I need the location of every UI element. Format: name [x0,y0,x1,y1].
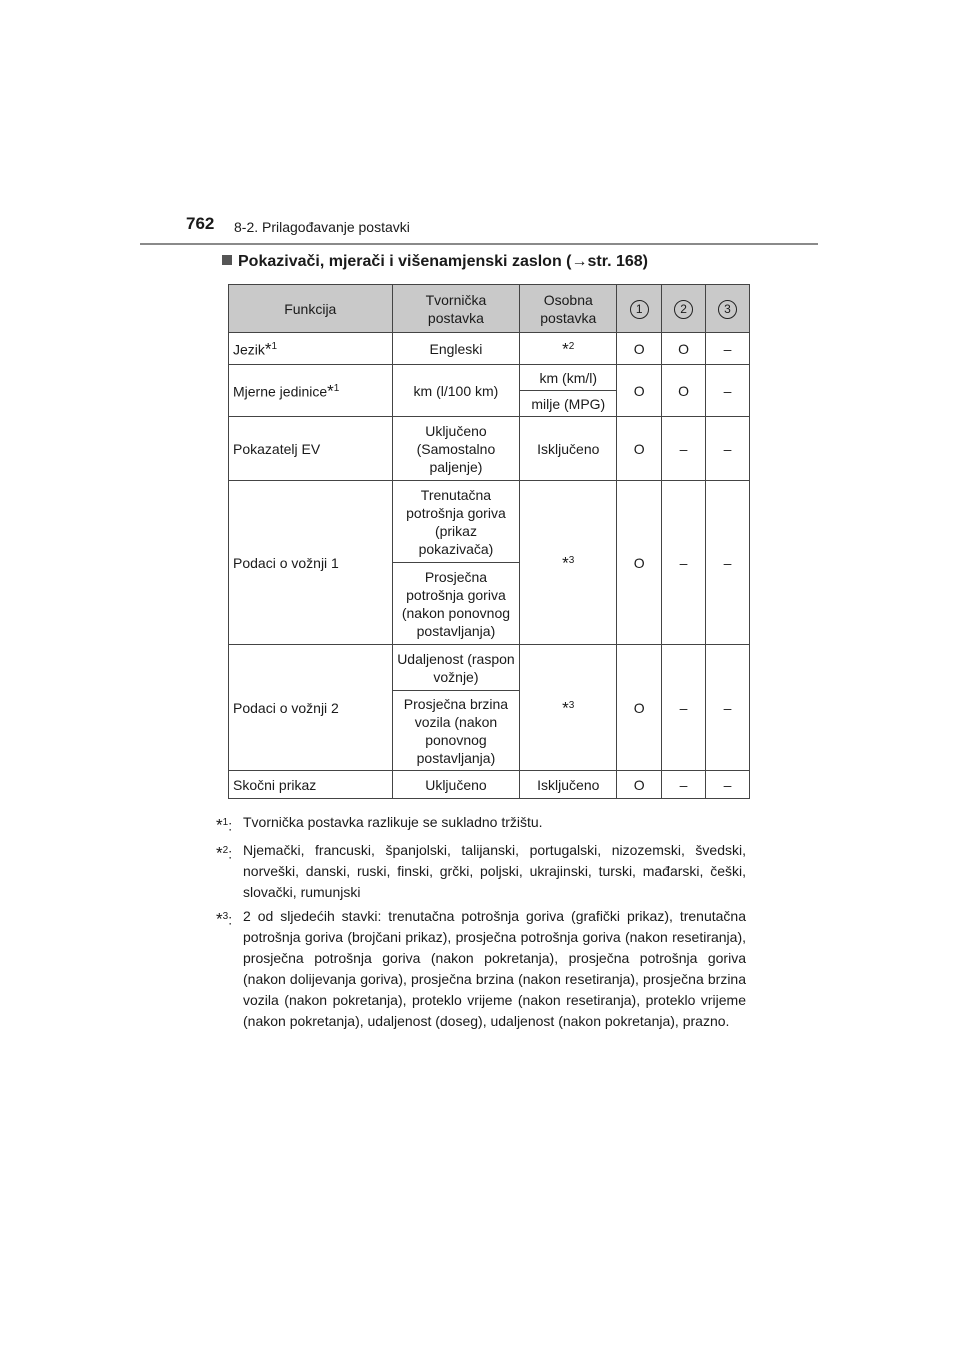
row-col-3: – [706,645,750,771]
row-col-1: O [617,481,662,645]
table-row [229,417,750,481]
row-function: Mjerne jedinice*$^1$ [229,365,393,417]
chapter-title: 8-2. Prilagođavanje postavki [234,219,410,235]
table-row [229,333,750,365]
row-col-3: – [706,481,750,645]
row-function: Skočni prikaz [229,771,393,799]
row-personal: Isključeno [520,417,617,481]
header-col-3 [706,285,750,333]
row-col-1: O [617,645,662,771]
row-col-3: – [706,417,750,481]
row-default: Engleski [392,333,520,365]
circled-3-icon: 3 [718,300,737,319]
settings-table [228,284,750,799]
row-default: Prosječna brzina vozila (nakon ponovnog postavljanja) [392,691,520,771]
row-col-1: O [617,365,662,417]
header-col-2 [662,285,706,333]
row-personal: *$^3$ [520,481,617,645]
row-function: Pokazatelj EV [229,417,393,481]
footnote-3: *$^3$: 2 od sljedećih stavki: trenutačna potrošnja goriva (grafički prikaz), trenutačna potrošnja goriva (brojčani prikaz), prosječna potrošnja goriva (nakon resetiranja), prosječna potrošnja goriva (nakon pokretanja), prosječna potrošnja goriva (nakon dolijevanja goriva), prosječna brzina (nakon resetiranja), prosječna brzina vozila (nakon pokretanja), proteklo vrijeme (nakon resetiranja), proteklo vrijeme (nakon pokretanja), udaljenost (doseg), udaljenost (nakon pokretanja), prazno. [216,907,746,1029]
row-personal: *$^2$ [520,333,617,365]
row-col-1: O [617,333,662,365]
row-col-3: – [706,771,750,799]
row-function: Jezik*$^1$ [229,333,393,365]
row-function: Podaci o vožnji 2 [229,645,393,771]
row-personal: *$^3$ [520,645,617,771]
row-default: Prosječna potrošnja goriva (nakon ponovnog postavljanja) [392,563,520,645]
header-divider [140,243,818,245]
circled-1-icon: 1 [630,300,649,319]
row-personal: Isključeno [520,771,617,799]
header-default: Tvornička postavka [392,285,520,333]
row-default: Uključeno (Samostalno paljenje) [392,417,520,481]
header-col-1 [617,285,662,333]
row-col-2: O [662,365,706,417]
table-header-row [229,285,750,333]
row-col-3: – [706,365,750,417]
row-personal: km (km/l) [520,365,617,391]
row-default: km (l/100 km) [392,365,520,417]
row-col-1: O [617,771,662,799]
table-row [229,481,750,563]
row-default: Trenutačna potrošnja goriva (prikaz pokazivača) [392,481,520,563]
row-col-2: – [662,481,706,645]
table-row [229,771,750,799]
row-personal: milje (MPG) [520,391,617,417]
table-row [229,645,750,691]
header-function: Funkcija [229,285,393,333]
table-row [229,365,750,391]
footnote-2: *$^2$: Njemački, francuski, španjolski, talijanski, portugalski, nizozemski, švedski, norveški, danski, ruski, finski, grčki, poljski, ukrajinski, turski, mađarski, češki, slovački, rumunjski [216,841,746,900]
row-col-1: O [617,417,662,481]
page-number: 762 [186,214,215,233]
row-col-2: – [662,417,706,481]
section-heading [222,253,648,271]
row-col-2: – [662,771,706,799]
square-bullet-icon [222,255,232,265]
row-default: Uključeno [392,771,520,799]
row-col-3: – [706,333,750,365]
circled-2-icon: 2 [674,300,693,319]
footnotes [216,812,746,1035]
row-col-2: – [662,645,706,771]
row-col-2: O [662,333,706,365]
section-title: Pokazivači, mjerači i višenamjenski zaslon (→str. 168) [238,253,648,270]
footnote-1: *$^1$: Tvornička postavka razlikuje se sukladno tržištu. [216,814,543,835]
row-default: Udaljenost (raspon vožnje) [392,645,520,691]
header-personal: Osobna postavka [520,285,617,333]
row-function: Podaci o vožnji 1 [229,481,393,645]
